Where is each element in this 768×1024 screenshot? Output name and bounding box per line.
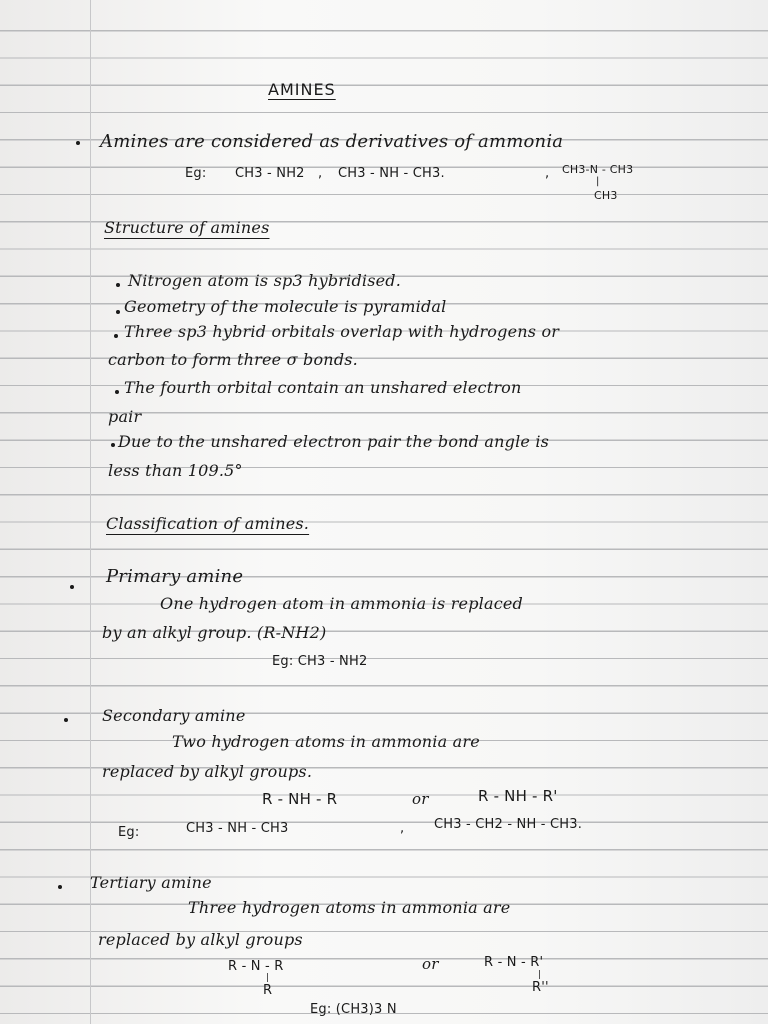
intro-example-3: CH3-N - CH3: [562, 163, 634, 176]
tertiary-formula-2: R - N - R': [484, 955, 544, 970]
tertiary-formula-1-branch: |: [266, 973, 270, 983]
bullet: [58, 885, 62, 889]
primary-example: Eg: CH3 - NH2: [272, 654, 368, 669]
secondary-example-1: CH3 - NH - CH3: [186, 821, 289, 836]
intro-example-1: CH3 - NH2: [235, 166, 305, 181]
secondary-line: replaced by alkyl groups.: [102, 762, 313, 781]
bullet: [114, 334, 118, 338]
intro-example-3-sub: CH3: [594, 189, 618, 202]
tertiary-label: Tertiary amine: [90, 873, 212, 892]
secondary-or: or: [412, 790, 429, 808]
secondary-sep: ,: [400, 821, 405, 836]
tertiary-formula-2-branch: |: [538, 970, 542, 980]
secondary-example-2: CH3 - CH2 - NH - CH3.: [434, 817, 583, 832]
structure-line: pair: [108, 407, 142, 426]
intro-example-3-branch: |: [596, 176, 600, 187]
structure-line: The fourth orbital contain an unshared electron: [124, 378, 522, 397]
intro-sep-2: ,: [545, 166, 550, 181]
page-title: AMINES: [268, 80, 336, 99]
primary-line: by an alkyl group. (R-NH2): [102, 623, 327, 642]
intro-sep-1: ,: [318, 166, 323, 181]
tertiary-example: Eg: (CH3)3 N: [310, 1002, 397, 1017]
bullet: [115, 390, 119, 394]
structure-heading: Structure of amines: [104, 218, 270, 237]
tertiary-line: replaced by alkyl groups: [98, 930, 303, 949]
bullet: [111, 443, 115, 447]
margin-line: [90, 0, 91, 1024]
tertiary-formula-1-sub: R: [263, 983, 273, 998]
secondary-eg-label: Eg:: [118, 825, 140, 840]
intro-text: Amines are considered as derivatives of ammonia: [100, 131, 564, 152]
primary-label: Primary amine: [106, 566, 244, 587]
tertiary-formula-2-sub: R'': [532, 980, 549, 995]
intro-example-2: CH3 - NH - CH3.: [338, 166, 445, 181]
structure-line: Nitrogen atom is sp3 hybridised.: [128, 271, 402, 290]
bullet: [70, 585, 74, 589]
structure-line: Three sp3 hybrid orbitals overlap with hydrogens or: [124, 322, 560, 341]
structure-line: Due to the unshared electron pair the bond angle is: [118, 432, 550, 451]
tertiary-line: Three hydrogen atoms in ammonia are: [188, 898, 511, 917]
structure-line: carbon to form three σ bonds.: [108, 350, 358, 369]
secondary-formula-1: R - NH - R: [262, 790, 338, 808]
intro-eg-label: Eg:: [185, 166, 207, 181]
bullet: [116, 283, 120, 287]
bullet: [64, 718, 68, 722]
secondary-line: Two hydrogen atoms in ammonia are: [172, 732, 480, 751]
tertiary-or: or: [422, 955, 439, 973]
structure-line: less than 109.5°: [108, 461, 243, 480]
secondary-label: Secondary amine: [102, 706, 246, 725]
structure-line: Geometry of the molecule is pyramidal: [124, 297, 447, 316]
primary-line: One hydrogen atom in ammonia is replaced: [160, 594, 523, 613]
tertiary-formula-1: R - N - R: [228, 959, 284, 974]
bullet: [76, 141, 80, 145]
classification-heading: Classification of amines.: [106, 514, 310, 533]
bullet: [116, 310, 120, 314]
secondary-formula-2: R - NH - R': [478, 787, 558, 805]
